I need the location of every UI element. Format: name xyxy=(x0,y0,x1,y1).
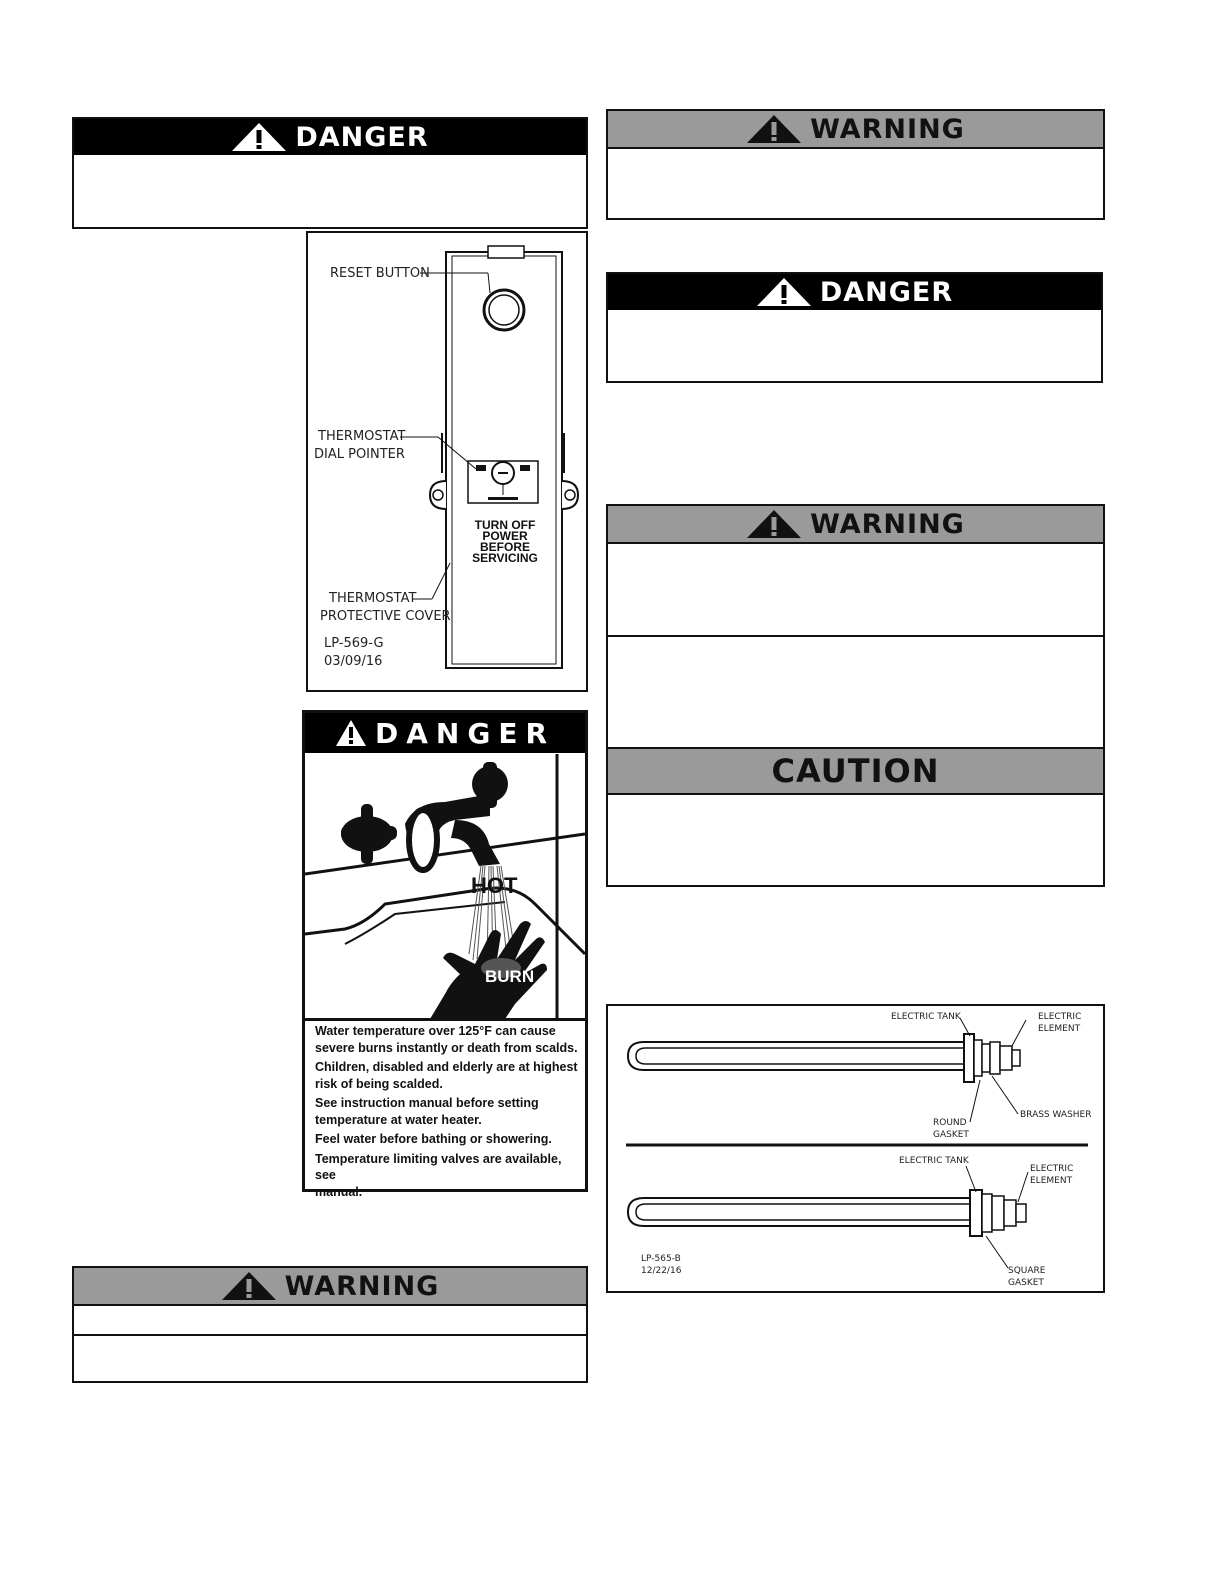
scald-warning-text xyxy=(315,1023,581,1200)
round-gasket-label-1: ROUND xyxy=(933,1118,967,1128)
warning-triangle-icon xyxy=(221,1271,277,1301)
warning-triangle-icon xyxy=(231,122,287,152)
warning-label: WARNING xyxy=(810,508,965,540)
electric-element-label-top-1: ELECTRIC xyxy=(1038,1012,1082,1022)
section-divider xyxy=(608,635,1103,637)
danger-box-top-left xyxy=(72,117,588,229)
electric-element-label-bottom-1: ELECTRIC xyxy=(1030,1164,1074,1174)
warning-header xyxy=(608,111,1103,149)
electric-element-label-bottom-2: ELEMENT xyxy=(1030,1176,1073,1186)
square-gasket-label-2: GASKET xyxy=(1008,1278,1044,1288)
scald-text-line: risk of being scalded. xyxy=(315,1076,443,1091)
scald-label-divider xyxy=(305,1018,585,1021)
element-figure-date: 12/22/16 xyxy=(641,1266,682,1276)
dial-pointer-label-line1: THERMOSTAT xyxy=(318,429,406,444)
hot-text: HOT xyxy=(471,873,518,898)
hot-water-illustration xyxy=(305,754,585,1019)
scald-label-header xyxy=(305,713,585,753)
danger-header xyxy=(74,119,586,155)
caution-label: CAUTION xyxy=(771,752,940,790)
warning-label: WARNING xyxy=(284,1270,440,1302)
scald-text-line: Children, disabled and elderly are at highest xyxy=(315,1060,578,1074)
caution-header xyxy=(608,749,1103,795)
cover-label-line2: PROTECTIVE COVER xyxy=(320,609,451,624)
brass-washer-label: BRASS WASHER xyxy=(1020,1110,1092,1120)
warning-header xyxy=(608,506,1103,544)
scald-danger-title: DANGER xyxy=(374,716,555,750)
square-gasket-label-1: SQUARE xyxy=(1008,1266,1046,1276)
scald-text-line: manual. xyxy=(315,1184,363,1199)
warning-label: WARNING xyxy=(810,113,965,145)
power-notice-line3: BEFORE xyxy=(479,540,530,554)
heating-element-figure xyxy=(606,1004,1105,1293)
element-figure-id: LP-565-B xyxy=(641,1254,681,1264)
warning-header xyxy=(74,1268,586,1306)
thermostat-figure xyxy=(306,231,588,692)
scald-text-line: severe burns instantly or death from scalds. xyxy=(315,1040,578,1055)
burn-text: BURN xyxy=(485,967,535,986)
scald-text-line: See instruction manual before setting xyxy=(315,1096,539,1110)
scald-text-line: Feel water before bathing or showering. xyxy=(315,1132,552,1146)
warning-triangle-icon xyxy=(756,277,812,307)
warning-box-top-right xyxy=(606,109,1105,220)
scald-text-line: temperature at water heater. xyxy=(315,1112,482,1127)
power-notice-line4: SERVICING xyxy=(472,551,538,565)
figure-id: LP-569-G xyxy=(324,636,384,651)
scald-text-line: Temperature limiting valves are available, see xyxy=(315,1151,562,1182)
power-notice-line1: TURN OFF xyxy=(474,518,536,532)
dial-pointer-label-line2: DIAL POINTER xyxy=(314,447,405,462)
warning-triangle-icon xyxy=(746,114,802,144)
electric-element-label-top-2: ELEMENT xyxy=(1038,1024,1081,1034)
electric-tank-label-top: ELECTRIC TANK xyxy=(891,1012,961,1022)
power-notice xyxy=(464,520,546,564)
heating-element-drawing xyxy=(608,1006,1103,1291)
section-divider xyxy=(74,1334,586,1336)
danger-header xyxy=(608,274,1101,310)
danger-label: DANGER xyxy=(295,121,429,153)
round-gasket-label-2: GASKET xyxy=(933,1130,969,1140)
warning-caution-box xyxy=(606,504,1105,887)
warning-triangle-icon xyxy=(746,509,802,539)
cover-label-line1: THERMOSTAT xyxy=(329,591,417,606)
scald-text-line: Water temperature over 125°F can cause xyxy=(315,1024,556,1038)
figure-date: 03/09/16 xyxy=(324,654,383,669)
danger-label: DANGER xyxy=(819,276,954,308)
reset-button-label: RESET BUTTON xyxy=(330,266,430,281)
power-notice-line2: POWER xyxy=(482,529,528,543)
warning-box-bottom-left xyxy=(72,1266,588,1383)
electric-tank-label-bottom: ELECTRIC TANK xyxy=(899,1156,969,1166)
scald-danger-label xyxy=(302,710,588,1199)
warning-triangle-icon xyxy=(335,719,367,747)
danger-box-right xyxy=(606,272,1103,383)
